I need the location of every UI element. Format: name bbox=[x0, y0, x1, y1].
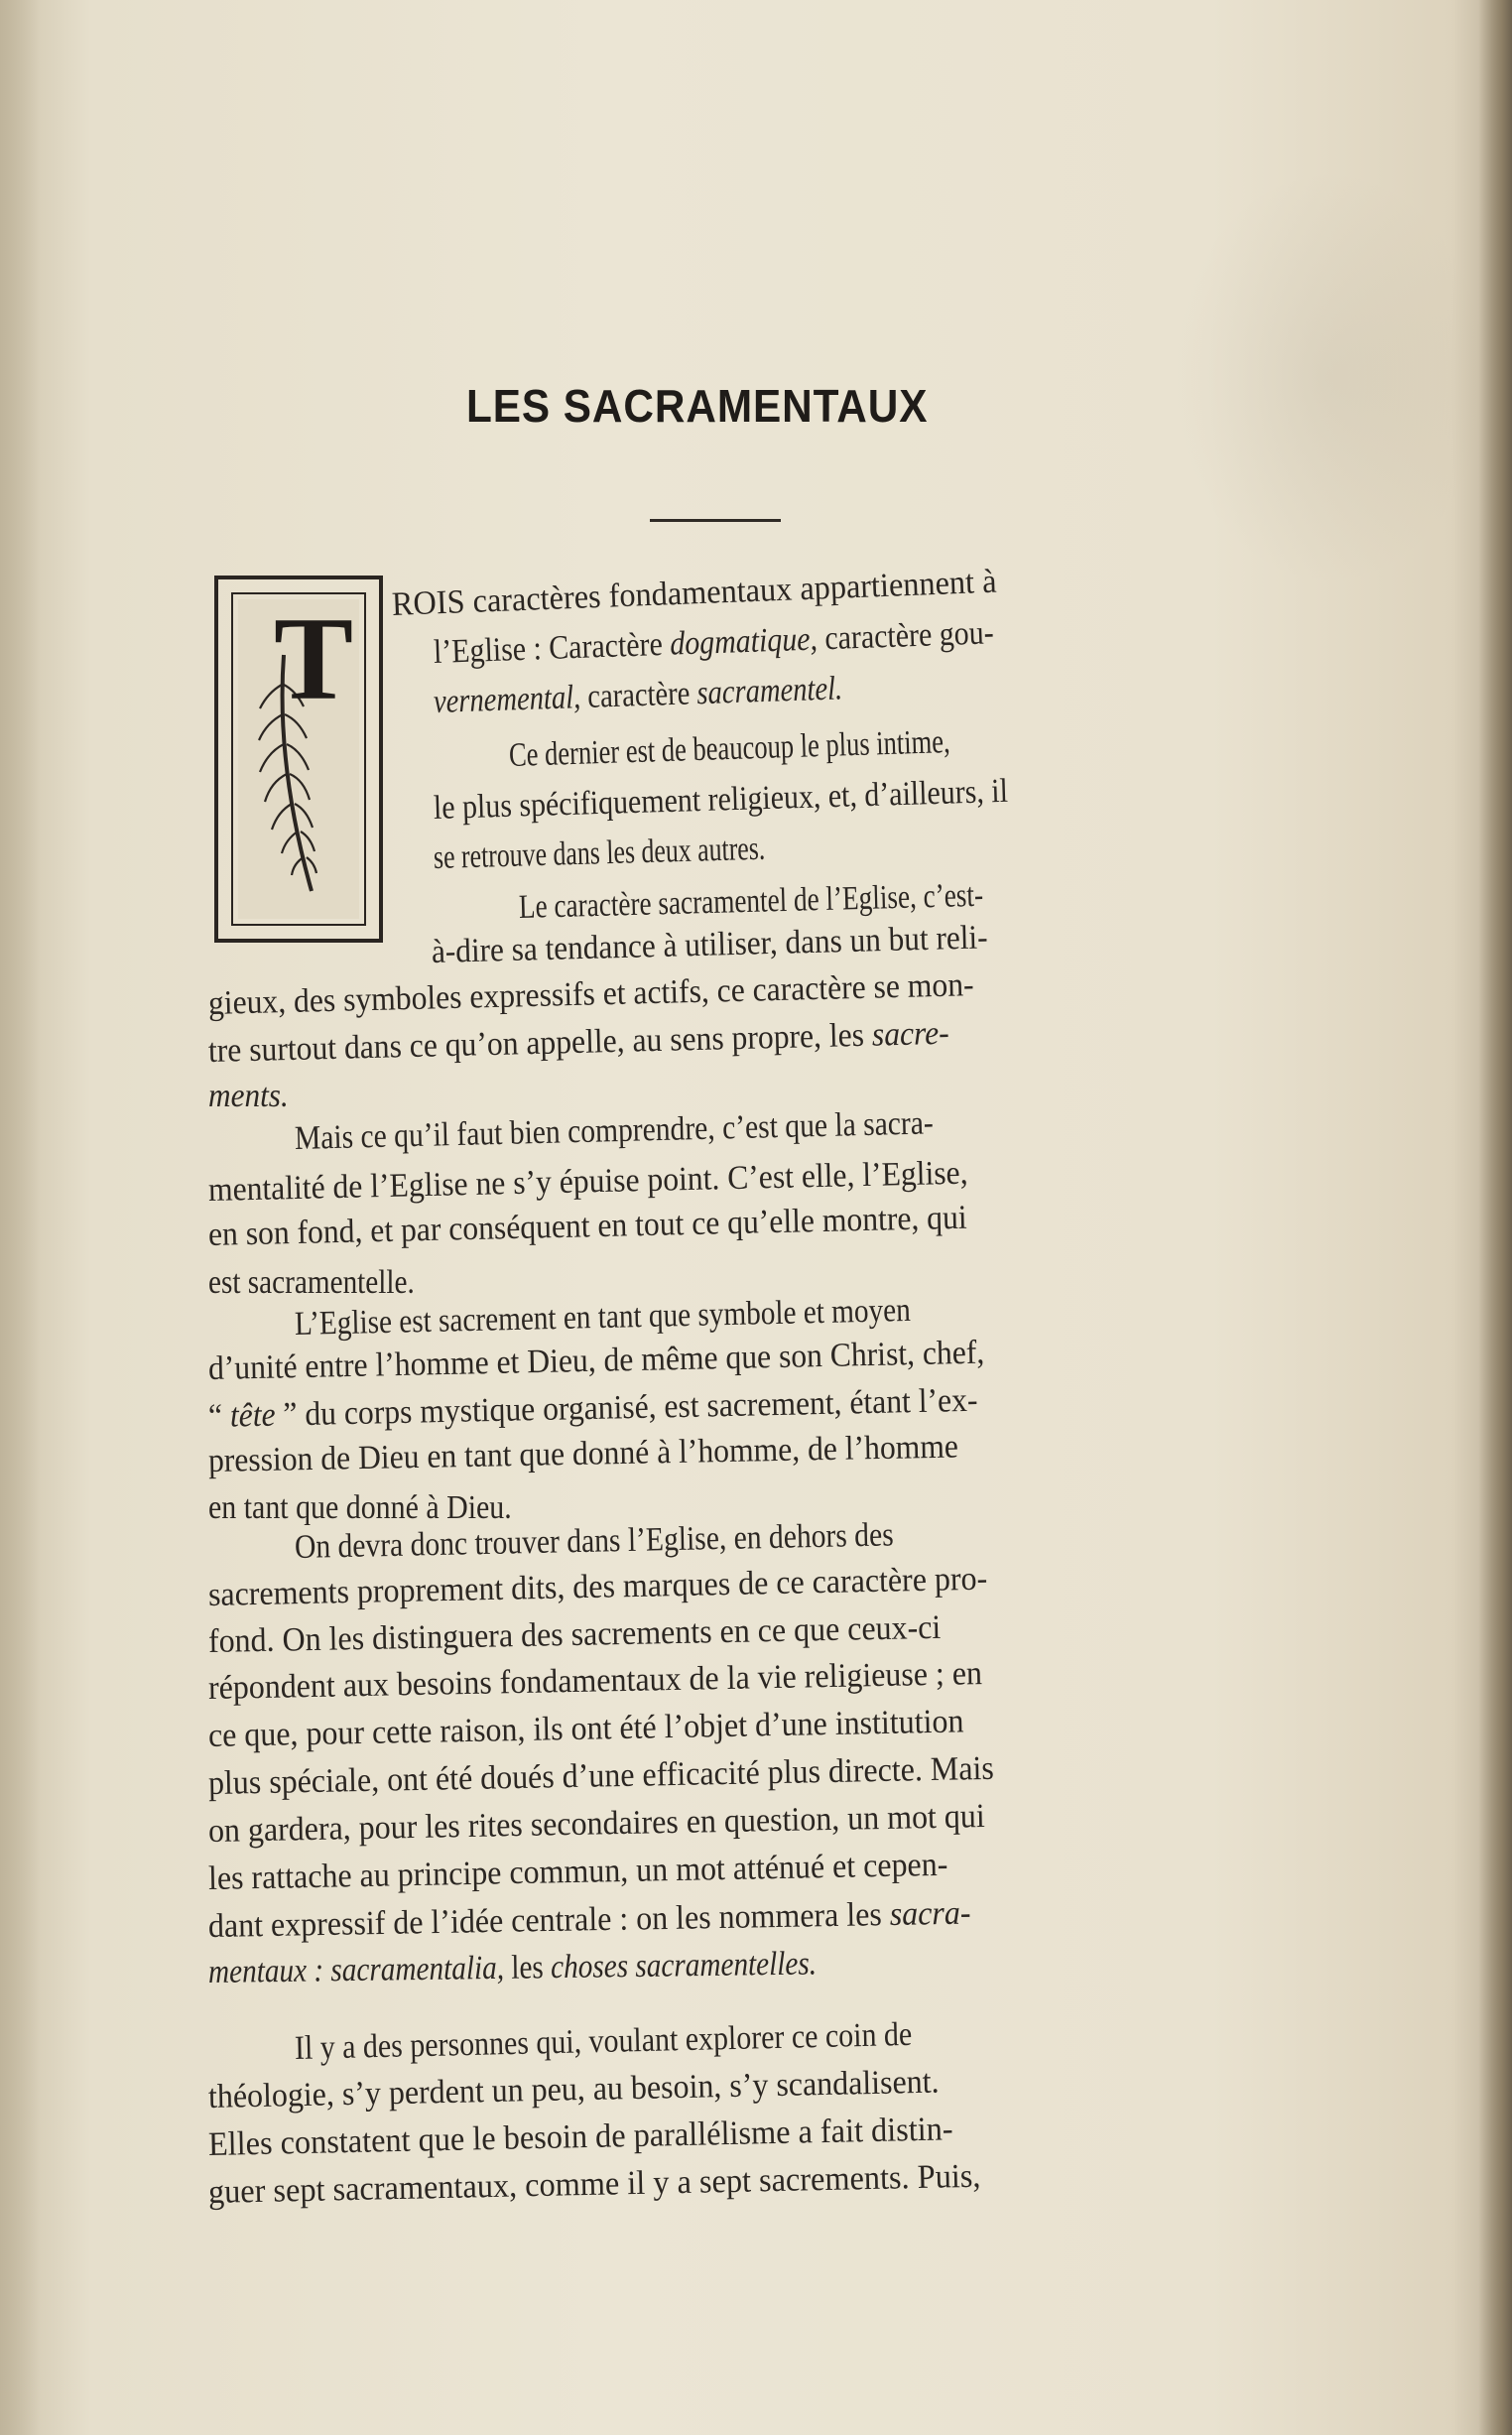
italic-text: tête bbox=[229, 1396, 276, 1435]
text-run: l’Eglise : Caractère bbox=[433, 625, 671, 671]
text-run: Mais ce qu’il faut bien comprendre, c’est que la sacra- bbox=[294, 1104, 935, 1157]
text-run: en son fond, et par conséquent en tout ce qu’elle montre, qui bbox=[207, 1199, 968, 1253]
title-rule bbox=[650, 519, 781, 522]
text-line bbox=[295, 1103, 935, 1159]
text-run: guer sept sacramentaux, comme il y a sept sacrements. Puis, bbox=[207, 2157, 981, 2211]
page-right-edge bbox=[1478, 0, 1512, 2435]
text-line bbox=[208, 1654, 983, 1709]
italic-text: mentaux : sacramentalia, bbox=[207, 1949, 505, 1990]
text-line bbox=[433, 772, 1008, 829]
text-run: caractère gou- bbox=[817, 614, 995, 658]
text-line bbox=[295, 2015, 913, 2069]
text-line bbox=[208, 1944, 818, 1992]
text-run: répondent aux besoins fondamentaux de la vie religieuse ; en bbox=[207, 1655, 983, 1707]
text-run: ” du corps mystique organisé, est sacrement, étant l’ex- bbox=[275, 1381, 978, 1434]
text-line bbox=[433, 613, 994, 673]
text-run: se retrouve dans les deux autres. bbox=[433, 830, 766, 876]
text-run: d’unité entre l’homme et Dieu, de même que son Christ, chef, bbox=[207, 1334, 985, 1387]
text-line bbox=[208, 2063, 940, 2117]
text-run: Elles constatent que le besoin de parallélisme a fait distin- bbox=[207, 2111, 953, 2163]
initial-letter: T bbox=[274, 592, 354, 724]
italic-text: sacre- bbox=[871, 1014, 950, 1054]
text-line bbox=[208, 2110, 953, 2165]
italic-text: ments. bbox=[208, 1078, 289, 1114]
show-through-bleed bbox=[1171, 169, 1488, 585]
text-run: ce que, pour cette raison, ils ont été l’objet d’une institution bbox=[207, 1703, 964, 1754]
text-line bbox=[208, 1702, 964, 1756]
text-run: caractère bbox=[579, 675, 698, 716]
text-run: fond. On les distinguera des sacrements en ce que ceux-ci bbox=[207, 1608, 942, 1660]
text-line bbox=[433, 830, 765, 878]
text-run: ROIS caractères fondamentaux appartiennent à bbox=[391, 563, 998, 623]
italic-text: sacra- bbox=[889, 1894, 971, 1934]
text-run: est sacramentelle. bbox=[208, 1264, 415, 1301]
text-line bbox=[208, 1014, 950, 1072]
text-run: tre surtout dans ce qu’on appelle, au sens propre, les bbox=[207, 1016, 873, 1070]
text-run: les rattache au principe commun, un mot atténué et cepen- bbox=[207, 1846, 948, 1897]
text-line bbox=[208, 1077, 289, 1116]
text-run: pression de Dieu en tant que donné à l’homme, de l’homme bbox=[207, 1428, 959, 1479]
italic-text: sacramentel. bbox=[695, 670, 843, 712]
ornamental-initial-t bbox=[214, 576, 383, 943]
text-line bbox=[208, 1749, 995, 1804]
italic-text: vernemental, bbox=[433, 679, 581, 720]
italic-text: dogmatique, bbox=[669, 620, 819, 663]
text-run: en tant que donné à Dieu. bbox=[208, 1489, 512, 1526]
text-line bbox=[208, 1797, 985, 1852]
text-run: sacrements proprement dits, des marques de ce caractère pro- bbox=[207, 1560, 988, 1613]
text-run: On devra donc trouver dans l’Eglise, en dehors des bbox=[294, 1516, 894, 1566]
page-left-shadow bbox=[0, 0, 40, 2435]
text-line bbox=[208, 1560, 988, 1615]
text-line bbox=[208, 1894, 971, 1947]
text-line bbox=[508, 722, 950, 776]
text-run: “ bbox=[207, 1397, 231, 1435]
text-run: plus spéciale, ont été doués d’une efficacité plus directe. Mais bbox=[207, 1749, 995, 1802]
text-line bbox=[208, 2157, 981, 2213]
text-run: mentalité de l’Eglise ne s’y épuise point. C’est elle, l’Eglise, bbox=[207, 1154, 968, 1209]
text-line bbox=[208, 1263, 415, 1303]
text-line bbox=[208, 1427, 959, 1481]
text-run: Il y a des personnes qui, voulant explorer ce coin de bbox=[294, 2015, 913, 2067]
text-run: Ce dernier est de beaucoup le plus intime, bbox=[508, 723, 951, 774]
text-run: Le caractère sacramentel de l’Eglise, c’est- bbox=[518, 876, 984, 926]
text-run: les bbox=[503, 1949, 552, 1986]
text-run: dant expressif de l’idée centrale : on les nommera les bbox=[207, 1896, 891, 1945]
chapter-title: LES SACRAMENTAUX bbox=[466, 380, 929, 432]
italic-text: choses sacramentelles. bbox=[550, 1945, 818, 1986]
text-run: le plus spécifiquement religieux, et, d’ailleurs, il bbox=[433, 772, 1009, 827]
text-line bbox=[208, 1608, 942, 1662]
text-run: théologie, s’y perdent un peu, au besoin, s’y scandalisent. bbox=[207, 2063, 940, 2115]
text-run: à-dire sa tendance à utiliser, dans un but reli- bbox=[431, 919, 988, 970]
text-run: gieux, des symboles expressifs et actifs, ce caractère se mon- bbox=[207, 966, 974, 1022]
text-line bbox=[431, 918, 988, 972]
text-line bbox=[208, 1488, 512, 1528]
text-run: on gardera, pour les rites secondaires en question, un mot qui bbox=[207, 1797, 986, 1850]
text-run: L’Eglise est sacrement en tant que symbole et moyen bbox=[294, 1291, 912, 1343]
text-line bbox=[208, 1846, 948, 1899]
text-line bbox=[433, 669, 842, 722]
